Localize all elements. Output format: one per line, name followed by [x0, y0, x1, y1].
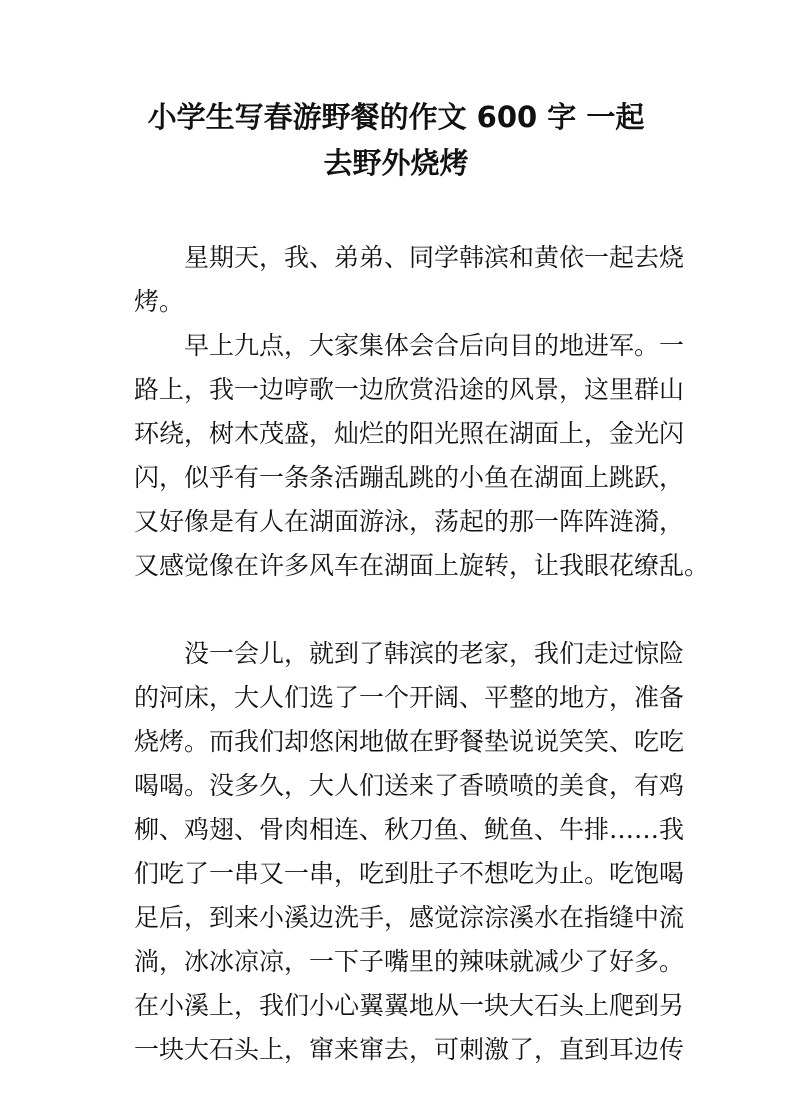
text-line: 没一会儿，就到了韩滨的老家，我们走过惊险	[184, 639, 685, 668]
text-line: 一块大石头上，窜来窜去，可刺激了，直到耳边传	[134, 1035, 685, 1064]
paragraph-2	[134, 324, 710, 588]
title-line: 去野外烧烤	[323, 146, 469, 180]
text-line: 又感觉像在许多风车在湖面上旋转，让我眼花缭乱。	[134, 551, 710, 580]
text-line: 们吃了一串又一串，吃到肚子不想吃为止。吃饱喝	[134, 859, 685, 888]
text-line: 星期天，我、弟弟、同学韩滨和黄依一起去烧	[184, 243, 685, 272]
text-line: 烤。	[134, 287, 185, 316]
paragraph-1	[134, 236, 685, 324]
text-line: 足后，到来小溪边洗手，感觉淙淙溪水在指缝中流	[134, 903, 685, 932]
text-line: 环绕，树木茂盛，灿烂的阳光照在湖面上，金光闪	[134, 419, 685, 448]
document-title	[120, 94, 672, 186]
text-line: 淌，冰冰凉凉，一下子嘴里的辣味就减少了好多。	[134, 947, 685, 976]
text-line: 在小溪上，我们小心翼翼地从一块大石头上爬到另	[134, 991, 685, 1020]
paragraph-spacer	[134, 588, 674, 632]
title-line: 小学生写春游野餐的作文 600 字 一起	[147, 100, 645, 134]
text-line: 烧烤。而我们却悠闲地做在野餐垫说说笑笑、吃吃	[134, 727, 685, 756]
article-body	[134, 236, 710, 1072]
text-line: 柳、鸡翅、骨肉相连、秋刀鱼、鱿鱼、牛排……我	[134, 815, 685, 844]
text-line: 闪，似乎有一条条活蹦乱跳的小鱼在湖面上跳跃，	[134, 463, 685, 492]
text-line: 喝喝。没多久，大人们送来了香喷喷的美食，有鸡	[134, 771, 685, 800]
text-line: 又好像是有人在湖面游泳，荡起的那一阵阵涟漪，	[134, 507, 685, 536]
text-line: 的河床，大人们选了一个开阔、平整的地方，准备	[134, 683, 685, 712]
text-line: 路上，我一边哼歌一边欣赏沿途的风景，这里群山	[134, 375, 685, 404]
text-line: 早上九点，大家集体会合后向目的地进军。一	[184, 331, 685, 360]
paragraph-3	[134, 632, 685, 1072]
